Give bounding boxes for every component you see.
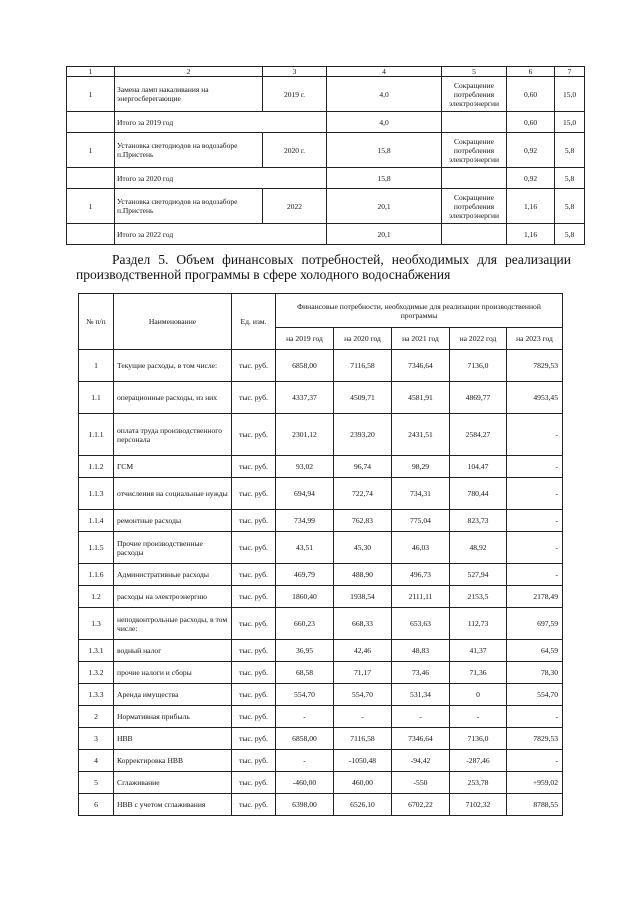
row-unit: тыс. руб.: [232, 794, 276, 816]
total-blank: [442, 168, 507, 189]
header-year: на 2023 год: [507, 328, 563, 350]
row-number: 1.1.1: [79, 414, 114, 456]
row-number: 1.1.5: [79, 532, 114, 564]
row-value: 2153,5: [450, 586, 507, 608]
row-value: 7829,53: [507, 728, 563, 750]
row-value: 2393,20: [334, 414, 392, 456]
row-value: -: [334, 706, 392, 728]
table-row: [79, 684, 563, 706]
header-year: на 2020 год: [334, 328, 392, 350]
row-unit: тыс. руб.: [232, 640, 276, 662]
row-number: 1.1.4: [79, 510, 114, 532]
row-value: 104,47: [450, 456, 507, 478]
row-name: прочие налоги и сборы: [114, 662, 232, 684]
table-row: [79, 350, 563, 382]
row-name: Текущие расходы, в том числе:: [114, 350, 232, 382]
row-number: 1.1.6: [79, 564, 114, 586]
row-value: -: [507, 532, 563, 564]
row-value: 78,30: [507, 662, 563, 684]
row-value: 6858,00: [276, 350, 334, 382]
row-value: 4337,37: [276, 382, 334, 414]
table-row: [79, 772, 563, 794]
row-value: 527,94: [450, 564, 507, 586]
row-value: 488,90: [334, 564, 392, 586]
measure-effect: Сокращение потребления электроэнергии: [442, 189, 507, 224]
table-row: [79, 510, 563, 532]
row-name: ремонтные расходы: [114, 510, 232, 532]
row-name: НВВ с учетом сглаживания: [114, 794, 232, 816]
total-label: Итого за 2020 год: [115, 168, 327, 189]
row-unit: тыс. руб.: [232, 350, 276, 382]
row-value: 554,70: [276, 684, 334, 706]
row-unit: тыс. руб.: [232, 608, 276, 640]
row-number: 1.1: [79, 382, 114, 414]
total-label: Итого за 2022 год: [115, 224, 327, 245]
row-value: 7346,64: [392, 728, 450, 750]
row-value: 64,59: [507, 640, 563, 662]
total-row: [67, 224, 585, 245]
row-name: НВВ: [114, 728, 232, 750]
row-unit: тыс. руб.: [232, 586, 276, 608]
row-name: ГСМ: [114, 456, 232, 478]
measure-cost: 15,8: [327, 133, 442, 168]
row-value: 93,02: [276, 456, 334, 478]
measure-cost: 20,1: [327, 189, 442, 224]
total-col6: 0,60: [507, 112, 555, 133]
financial-needs-table: [78, 293, 563, 816]
row-value: 71,36: [450, 662, 507, 684]
total-blank: [67, 224, 115, 245]
row-value: -: [450, 706, 507, 728]
row-unit: тыс. руб.: [232, 728, 276, 750]
row-name: Прочие производственные расходы: [114, 532, 232, 564]
column-number: 5: [442, 67, 507, 77]
row-number: 1: [67, 189, 115, 224]
row-number: 1.1.2: [79, 456, 114, 478]
table-row: [79, 750, 563, 772]
table-header-row: [67, 67, 585, 77]
measure-effect: Сокращение потребления электроэнергии: [442, 77, 507, 112]
row-value: 48,92: [450, 532, 507, 564]
row-value: 653,63: [392, 608, 450, 640]
row-value: 6526,10: [334, 794, 392, 816]
total-row: [67, 112, 585, 133]
total-col6: 0,92: [507, 168, 555, 189]
row-value: -: [276, 750, 334, 772]
row-value: 6398,00: [276, 794, 334, 816]
row-value: 96,74: [334, 456, 392, 478]
column-number: 1: [67, 67, 115, 77]
total-col7: 5,8: [555, 168, 585, 189]
row-value: 734,99: [276, 510, 334, 532]
measure-row: [67, 189, 585, 224]
row-value: 722,74: [334, 478, 392, 510]
measure-year: 2022: [263, 189, 327, 224]
table-row: [79, 706, 563, 728]
row-value: 660,23: [276, 608, 334, 640]
row-unit: тыс. руб.: [232, 510, 276, 532]
row-number: 1: [67, 77, 115, 112]
row-value: -: [507, 414, 563, 456]
column-number: 7: [555, 67, 585, 77]
row-value: 68,58: [276, 662, 334, 684]
row-value: 6702,22: [392, 794, 450, 816]
total-row: [67, 168, 585, 189]
row-value: 4869,77: [450, 382, 507, 414]
row-value: -: [276, 706, 334, 728]
table-row: [79, 382, 563, 414]
row-name: расходы на электроэнергию: [114, 586, 232, 608]
header-num: № п/п: [79, 294, 114, 350]
column-number: 3: [263, 67, 327, 77]
row-value: 7102,32: [450, 794, 507, 816]
measure-name: Замена ламп накаливания на энергосберегающие: [115, 77, 263, 112]
row-number: 3: [79, 728, 114, 750]
row-number: 1: [79, 350, 114, 382]
row-unit: тыс. руб.: [232, 684, 276, 706]
row-value: 7136,0: [450, 350, 507, 382]
table-row: [79, 532, 563, 564]
column-number: 6: [507, 67, 555, 77]
row-value: 4509,71: [334, 382, 392, 414]
row-value: 7346,64: [392, 350, 450, 382]
row-value: 7116,58: [334, 350, 392, 382]
row-unit: тыс. руб.: [232, 564, 276, 586]
row-value: 460,00: [334, 772, 392, 794]
row-value: 823,73: [450, 510, 507, 532]
total-blank: [442, 224, 507, 245]
row-number: 1.3.2: [79, 662, 114, 684]
measures-table: [66, 66, 585, 245]
row-value: -: [507, 706, 563, 728]
row-value: 762,83: [334, 510, 392, 532]
row-value: 112,73: [450, 608, 507, 640]
row-unit: тыс. руб.: [232, 750, 276, 772]
row-value: 73,46: [392, 662, 450, 684]
row-value: 734,31: [392, 478, 450, 510]
row-value: 71,17: [334, 662, 392, 684]
row-unit: тыс. руб.: [232, 532, 276, 564]
row-value: 2111,11: [392, 586, 450, 608]
row-value: 7829,53: [507, 350, 563, 382]
total-blank: [442, 112, 507, 133]
row-value: 6858,00: [276, 728, 334, 750]
total-label: Итого за 2019 год: [115, 112, 327, 133]
measure-effect: Сокращение потребления электроэнергии: [442, 133, 507, 168]
row-value: 41,37: [450, 640, 507, 662]
table-row: [79, 662, 563, 684]
measure-col7: 5,8: [555, 189, 585, 224]
row-value: 469,79: [276, 564, 334, 586]
total-blank: [67, 112, 115, 133]
measure-col7: 15,0: [555, 77, 585, 112]
row-value: -1050,48: [334, 750, 392, 772]
row-value: 45,30: [334, 532, 392, 564]
table-row: [79, 608, 563, 640]
row-unit: тыс. руб.: [232, 456, 276, 478]
row-name: Аренда имущества: [114, 684, 232, 706]
row-name: отчисления на социальные нужды: [114, 478, 232, 510]
row-value: 48,83: [392, 640, 450, 662]
row-value: 554,70: [507, 684, 563, 706]
financial-needs-body: [79, 350, 563, 816]
total-blank: [67, 168, 115, 189]
row-value: -287,46: [450, 750, 507, 772]
header-year: на 2019 год: [276, 328, 334, 350]
row-value: 2178,49: [507, 586, 563, 608]
measure-col6: 0,60: [507, 77, 555, 112]
row-number: 2: [79, 706, 114, 728]
row-value: -550: [392, 772, 450, 794]
row-value: 0: [450, 684, 507, 706]
row-unit: тыс. руб.: [232, 478, 276, 510]
row-value: -: [507, 478, 563, 510]
measures-table-body: [67, 67, 585, 245]
column-number: 4: [327, 67, 442, 77]
row-value: -460,00: [276, 772, 334, 794]
row-value: 1938,54: [334, 586, 392, 608]
row-unit: тыс. руб.: [232, 706, 276, 728]
table-row: [79, 478, 563, 510]
row-number: 1: [67, 133, 115, 168]
row-value: -: [507, 510, 563, 532]
measure-year: 2019 г.: [263, 77, 327, 112]
row-name: Сглаживание: [114, 772, 232, 794]
row-number: 1.1.3: [79, 478, 114, 510]
measure-col7: 5,8: [555, 133, 585, 168]
row-number: 1.3.3: [79, 684, 114, 706]
column-number: 2: [115, 67, 263, 77]
row-number: 1.3.1: [79, 640, 114, 662]
table-row: [79, 564, 563, 586]
row-value: 4953,45: [507, 382, 563, 414]
measure-col6: 0,92: [507, 133, 555, 168]
total-col6: 1,16: [507, 224, 555, 245]
row-value: 7136,0: [450, 728, 507, 750]
row-unit: тыс. руб.: [232, 382, 276, 414]
row-value: 253,78: [450, 772, 507, 794]
section-heading: Раздел 5. Объем финансовых потребностей, необходимых для реализации производственной программы в сфере холодного водоснабжения: [76, 252, 571, 282]
row-value: 1860,40: [276, 586, 334, 608]
row-value: 4581,91: [392, 382, 450, 414]
row-value: -94,42: [392, 750, 450, 772]
row-unit: тыс. руб.: [232, 662, 276, 684]
row-value: 2301,12: [276, 414, 334, 456]
row-value: 2584,27: [450, 414, 507, 456]
row-value: -: [392, 706, 450, 728]
table-row: [79, 794, 563, 816]
header-group: Финансовые потребности, необходимые для реализации производственной программы: [276, 294, 563, 328]
measure-name: Установка светодиодов на водозаборе п.Пристень: [115, 189, 263, 224]
row-number: 1.3: [79, 608, 114, 640]
total-col7: 5,8: [555, 224, 585, 245]
header-year: на 2021 год: [392, 328, 450, 350]
table-row: [79, 456, 563, 478]
row-value: -: [507, 456, 563, 478]
row-value: 8788,55: [507, 794, 563, 816]
row-value: 98,29: [392, 456, 450, 478]
row-number: 6: [79, 794, 114, 816]
row-number: 4: [79, 750, 114, 772]
header-year: на 2022 год: [450, 328, 507, 350]
row-value: 531,34: [392, 684, 450, 706]
row-unit: тыс. руб.: [232, 414, 276, 456]
total-cost: 4,0: [327, 112, 442, 133]
row-value: 7116,58: [334, 728, 392, 750]
header-name: Наименование: [114, 294, 232, 350]
total-cost: 20,1: [327, 224, 442, 245]
measure-row: [67, 77, 585, 112]
row-value: -: [507, 564, 563, 586]
row-value: 775,04: [392, 510, 450, 532]
row-value: +959,02: [507, 772, 563, 794]
measure-cost: 4,0: [327, 77, 442, 112]
row-name: оплата труда производственного персонала: [114, 414, 232, 456]
header-unit: Ед. изм.: [232, 294, 276, 350]
total-cost: 15,8: [327, 168, 442, 189]
measure-col6: 1,16: [507, 189, 555, 224]
row-value: -: [507, 750, 563, 772]
row-value: 36,95: [276, 640, 334, 662]
row-number: 5: [79, 772, 114, 794]
row-value: 2431,51: [392, 414, 450, 456]
row-value: 780,44: [450, 478, 507, 510]
row-value: 697,59: [507, 608, 563, 640]
row-name: водный налог: [114, 640, 232, 662]
row-value: 46,03: [392, 532, 450, 564]
measure-row: [67, 133, 585, 168]
row-unit: тыс. руб.: [232, 772, 276, 794]
row-value: 496,73: [392, 564, 450, 586]
row-name: Административные расходы: [114, 564, 232, 586]
row-name: операционные расходы, из них: [114, 382, 232, 414]
measure-name: Установка светодиодов на водозаборе п.Пристень: [115, 133, 263, 168]
row-number: 1.2: [79, 586, 114, 608]
row-value: 42,46: [334, 640, 392, 662]
row-name: Нормативная прибыль: [114, 706, 232, 728]
row-value: 554,70: [334, 684, 392, 706]
measure-year: 2020 г.: [263, 133, 327, 168]
row-value: 694,94: [276, 478, 334, 510]
table-row: [79, 414, 563, 456]
total-col7: 15,0: [555, 112, 585, 133]
row-name: неподконтрольные расходы, в том числе:: [114, 608, 232, 640]
table-row: [79, 586, 563, 608]
row-value: 668,33: [334, 608, 392, 640]
row-value: 43,51: [276, 532, 334, 564]
table-row: [79, 728, 563, 750]
table-row: [79, 640, 563, 662]
row-name: Корректировка НВВ: [114, 750, 232, 772]
